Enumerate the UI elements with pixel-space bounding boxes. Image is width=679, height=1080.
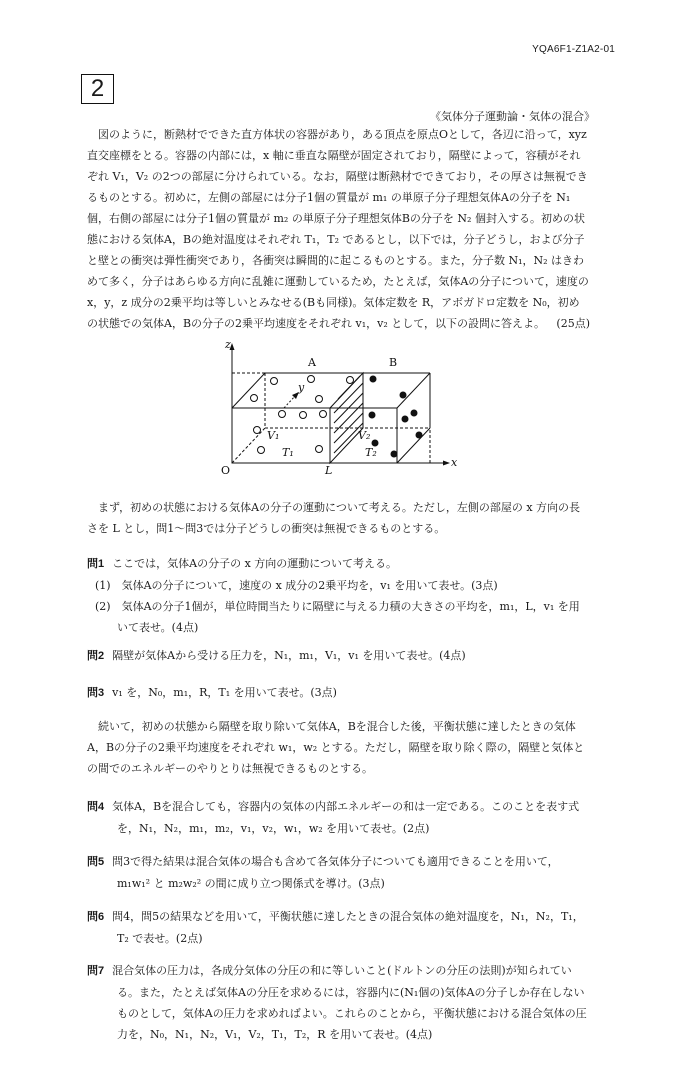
q7-text: 混合気体の圧力は，各成分気体の分圧の和に等しいこと(ドルトンの分圧の法則)が知られている。また，たとえば気体Aの分圧を求めるには，容器内に(N₁個の)気体Aの分子しか存在しないものとして，気体Aの圧力を求めればよい。これらのことから，平衡状態における混合気体の圧力を，N₀，N₁，N₂，V₁，V₂，T₁，T₂，R を用いて表せ。(4点) — [112, 964, 587, 1041]
label-x: x — [451, 456, 458, 469]
q1-label: 問1 — [87, 558, 105, 570]
q1-sub1: (1) 気体Aの分子について，速度の x 成分の2乗平均を，v₁ を用いて表せ。(3点) — [95, 579, 498, 592]
label-a: A — [308, 356, 316, 369]
label-l: L — [325, 464, 333, 477]
question-5 — [87, 851, 590, 894]
label-t2: T₂ — [365, 446, 377, 459]
subtitle: 《気体分子運動論・気体の混合》 — [430, 110, 595, 123]
intro-points: (25点) — [556, 317, 590, 330]
question-2 — [87, 645, 590, 667]
exam-code: YQA6F1-Z1A2-01 — [532, 44, 615, 55]
q6-text: 問4，問5の結果などを用いて，平衡状態に達したときの混合気体の絶対温度を，N₁，N₂，T₁，T₂ で表せ。(2点) — [112, 910, 584, 945]
q1-sub2: (2) 気体Aの分子1個が，単位時間当たりに隔壁に与える力積の大きさの平均を，m₁，L，v₁ を用いて表せ。(4点) — [95, 600, 580, 634]
paragraph-2 — [87, 497, 590, 539]
q4-label: 問4 — [87, 801, 105, 813]
label-origin: O — [221, 464, 231, 477]
q2-label: 問2 — [87, 650, 105, 662]
question-1 — [87, 553, 590, 638]
q2-text: 隔壁が気体Aから受ける圧力を，N₁，m₁，V₁，v₁ を用いて表せ。(4点) — [112, 649, 466, 662]
q6-label: 問6 — [87, 911, 105, 923]
question-6 — [87, 906, 590, 949]
q4-text: 気体A，Bを混合しても，容器内の気体の内部エネルギーの和は一定である。このことを表す式を，N₁，N₂，m₁，m₂，v₁，v₂，w₁，w₂ を用いて表せ。(2点) — [112, 800, 580, 835]
paragraph-3-text: 続いて，初めの状態から隔壁を取り除いて気体A，Bを混合した後，平衡状態に達したときの気体A，Bの分子の2乗平均速度をそれぞれ w₁，w₂ とする。ただし，隔壁を取り除く際の，隔壁と気体との間でのエネルギーのやりとりは無視できるものとする。 — [87, 720, 585, 775]
q3-text: v₁ を，N₀，m₁，R，T₁ を用いて表せ。(3点) — [112, 686, 337, 699]
q5-text: 問3で得た結果は混合気体の場合も含めて各気体分子についても適用できることを用いて，m₁w₁² と m₂w₂² の間に成り立つ関係式を導け。(3点) — [112, 855, 559, 890]
container-figure — [210, 335, 470, 480]
intro-paragraph — [87, 124, 590, 334]
q3-label: 問3 — [87, 687, 105, 699]
question-number: 2 — [81, 74, 114, 104]
paragraph-3 — [87, 716, 590, 779]
x-arrow — [443, 461, 450, 466]
question-7 — [87, 960, 590, 1045]
intro-text: 図のように，断熱材でできた直方体状の容器があり，ある頂点を原点Oとして，各辺に沿って，xyz 直交座標をとる。容器の内部には，x 軸に垂直な隔壁が固定されており，隔壁によって，容積がそれぞれ V₁，V₂ の2つの部屋に分けられている。なお，隔壁は断熱材でできており，その厚さは無視できるものとする。初めに，左側の部屋には分子1個の質量が m₁ の単原子分子理想気体Aの分子を N₁ 個，右側の部屋には分子1個の質量が m₂ の単原子分子理想気体Bの分子を N₂ 個封入する。初めの状態における気体A，Bの絶対温度はそれぞれ T₁，T₂ であるとし，以下では，分子どうし，および分子と壁との衝突は弾性衝突であり，各衝突は瞬間的に起こるものとする。また，分子数 N₁，N₂ はきわめて多く，分子はあらゆる方向に乱雑に運動しているため，たとえば，気体Aの分子について，速度の x，y，z 成分の2乗平均は等しいとみなせる(Bも同様)。気体定数を R，アボガドロ定数を N₀，初めの状態での気体A，Bの分子の2乗平均速度をそれぞれ v₁，v₂ として，以下の設問に答えよ。 — [87, 128, 589, 330]
label-y: y — [298, 381, 305, 394]
paragraph-2-text: まず，初めの状態における気体Aの分子の運動について考える。ただし，左側の部屋の x 方向の長さを L とし，問1～問3では分子どうしの衝突は無視できるものとする。 — [87, 501, 581, 535]
question-3 — [87, 682, 590, 704]
question-4 — [87, 796, 590, 839]
label-b: B — [389, 356, 398, 369]
label-v2: V₂ — [358, 429, 371, 442]
label-t1: T₁ — [282, 446, 294, 459]
q5-label: 問5 — [87, 856, 105, 868]
q7-label: 問7 — [87, 965, 105, 977]
q1-text: ここでは，気体Aの分子の x 方向の運動について考える。 — [112, 557, 398, 570]
label-z: z — [225, 338, 231, 351]
label-v1: V₁ — [267, 429, 280, 442]
